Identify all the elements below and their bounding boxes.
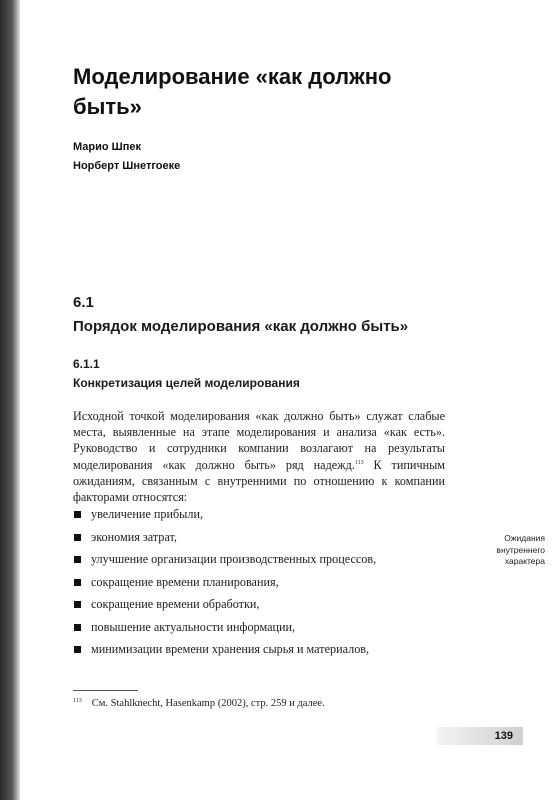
body-paragraph xyxy=(73,408,445,505)
paragraph-text-continued: К типичным ожиданиям, связанным с внутренними по отношению к компании факторами относятся: xyxy=(73,457,445,505)
list-item xyxy=(73,596,453,619)
author-name: Норберт Шнетгоеке xyxy=(73,160,181,172)
expectations-list xyxy=(73,506,453,664)
list-item xyxy=(73,574,453,597)
page-binding-edge xyxy=(0,0,20,800)
page-number-tab xyxy=(437,727,523,745)
author-name: Марио Шпек xyxy=(73,141,141,153)
list-item xyxy=(73,641,453,664)
square-bullet-icon xyxy=(74,624,81,631)
list-item-text: повышение актуальности информации, xyxy=(91,619,296,634)
section-title: Порядок моделирования «как должно быть» xyxy=(73,318,409,335)
list-item-text: сокращение времени обработки, xyxy=(91,597,260,611)
square-bullet-icon xyxy=(74,601,81,608)
square-bullet-icon xyxy=(74,511,81,518)
square-bullet-icon xyxy=(74,556,81,563)
list-item-text: сокращение времени планирования, xyxy=(91,574,279,589)
chapter-title: Моделирование «как должно быть» xyxy=(73,64,392,119)
list-item xyxy=(73,619,453,642)
list-item-text: экономия затрат, xyxy=(91,529,177,544)
square-bullet-icon xyxy=(74,646,81,653)
square-bullet-icon xyxy=(74,534,81,541)
list-item-text: улучшение организации производственных процессов, xyxy=(91,552,377,566)
list-item xyxy=(73,506,453,529)
chapter-authors xyxy=(73,138,180,176)
paragraph-text: Исходной точкой моделирования «как должно быть» служат слабые места, выявленные на этапе моделирования и анализа «как есть». Руководство и сотрудники компании возлагают на результаты моделирования «как должно быть» ряд надежд. xyxy=(73,409,445,472)
section-number: 6.1 xyxy=(73,294,94,311)
list-item xyxy=(73,551,453,574)
footnote-divider xyxy=(73,690,138,691)
subsection-title: Конкретизация целей моделирования xyxy=(73,376,300,390)
list-item-text: минимизации времени хранения сырья и материалов, xyxy=(91,642,370,656)
subsection-number: 6.1.1 xyxy=(73,357,100,371)
footnote-text: См. Stahlknecht, Hasenkamp (2002), стр. 259 и далее. xyxy=(91,698,325,709)
square-bullet-icon xyxy=(74,579,81,586)
page-number: 139 xyxy=(494,730,513,742)
footnote-reference[interactable]: 113 xyxy=(354,459,364,466)
margin-note: Ожидания внутреннего характера xyxy=(496,533,545,566)
list-item xyxy=(73,529,453,552)
list-item-text: увеличение прибыли, xyxy=(91,507,204,521)
footnote xyxy=(73,697,325,711)
footnote-number: 113 xyxy=(73,697,82,704)
